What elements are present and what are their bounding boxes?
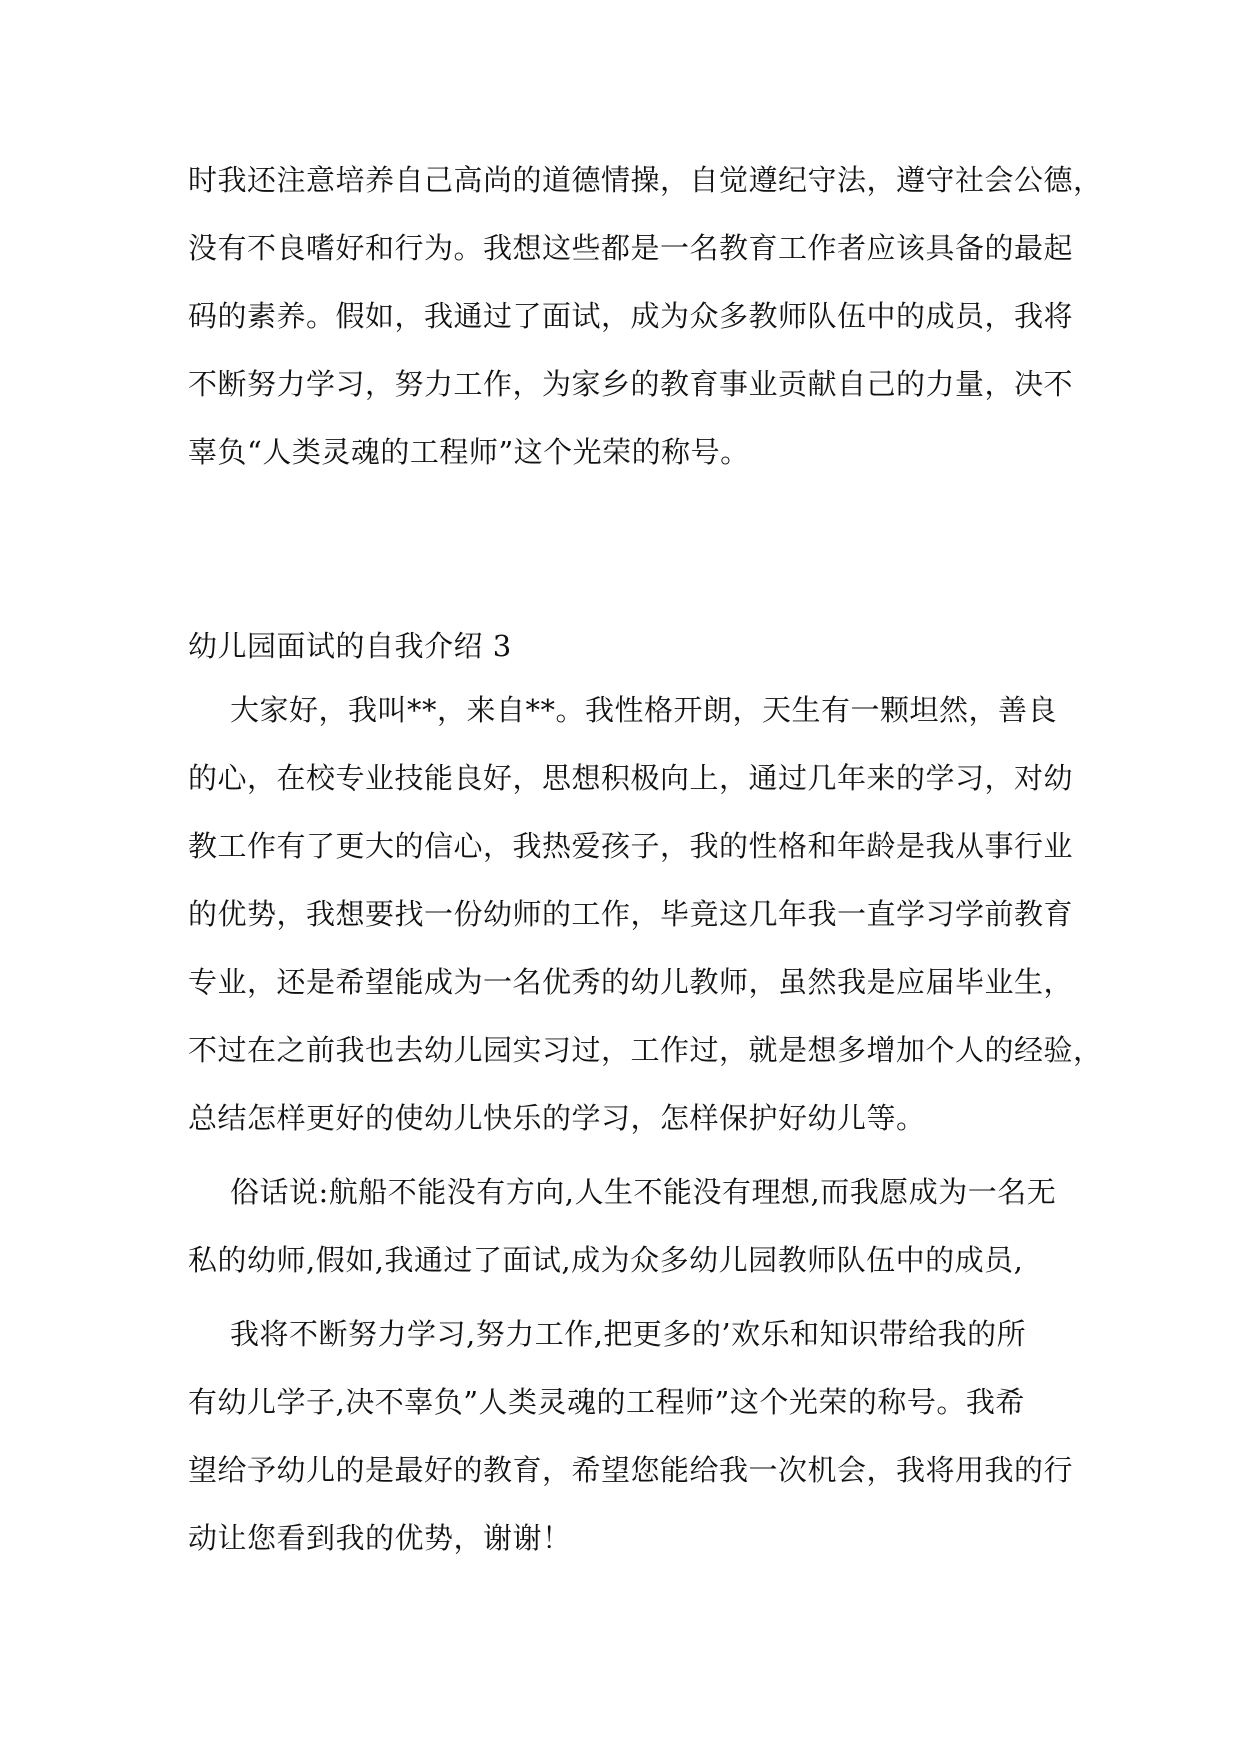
paragraph3-line-2: 有幼儿学子,决不辜负”人类灵魂的工程师”这个光荣的称号。我希: [188, 1385, 1025, 1419]
paragraph1-line-4: 的优势，我想要找一份幼师的工作，毕竟这几年我一直学习学前教育: [188, 897, 1074, 931]
paragraph1-line-2: 的心，在校专业技能良好，思想积极向上，通过几年来的学习，对幼: [188, 761, 1074, 795]
paragraph3-line-3: 望给予幼儿的是最好的教育，希望您能给我一次机会，我将用我的行: [188, 1453, 1074, 1487]
paragraph1-line-6: 不过在之前我也去幼儿园实习过，工作过，就是想多增加个人的经验，: [188, 1033, 1103, 1067]
intro-line-1: 时我还注意培养自己高尚的道德情操，自觉遵纪守法，遵守社会公德，: [188, 163, 1103, 197]
intro-line-2: 没有不良嗜好和行为。我想这些都是一名教育工作者应该具备的最起: [188, 231, 1074, 265]
paragraph2-line-1: 俗话说:航船不能没有方向,人生不能没有理想,而我愿成为一名无: [230, 1175, 1057, 1209]
paragraph3-line-1: 我将不断努力学习,努力工作,把更多的’欢乐和知识带给我的所: [230, 1317, 1027, 1351]
paragraph1-line-1: 大家好，我叫**，来自**。我性格开朗，天生有一颗坦然，善良: [230, 693, 1058, 727]
intro-line-4: 不断努力学习，努力工作，为家乡的教育事业贡献自己的力量，决不: [188, 367, 1074, 401]
intro-line-5: 辜负“人类灵魂的工程师”这个光荣的称号。: [188, 435, 750, 469]
paragraph1-line-5: 专业，还是希望能成为一名优秀的幼儿教师，虽然我是应届毕业生，: [188, 965, 1074, 999]
paragraph2-line-2: 私的幼师,假如,我通过了面试,成为众多幼儿园教师队伍中的成员,: [188, 1243, 1024, 1277]
intro-line-3: 码的素养。假如，我通过了面试，成为众多教师队伍中的成员，我将: [188, 299, 1074, 333]
paragraph3-line-4: 动让您看到我的优势，谢谢！: [188, 1521, 572, 1555]
section-title: 幼儿园面试的自我介绍 3: [188, 629, 512, 663]
paragraph1-line-3: 教工作有了更大的信心，我热爱孩子，我的性格和年龄是我从事行业: [188, 829, 1074, 863]
paragraph1-line-7: 总结怎样更好的使幼儿快乐的学习，怎样保护好幼儿等。: [188, 1101, 926, 1135]
